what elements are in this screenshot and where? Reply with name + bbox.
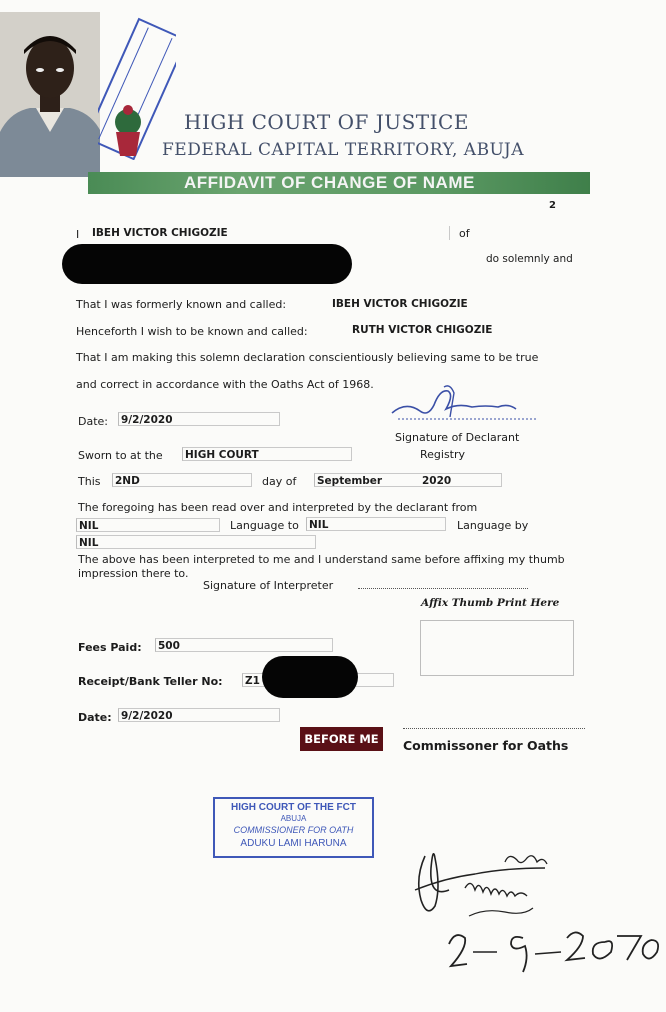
court-subtitle: FEDERAL CAPITAL TERRITORY, ABUJA	[162, 140, 525, 160]
thumb-print-label: Affix Thumb Print Here	[421, 597, 560, 609]
declaration-date-label: Date:	[78, 415, 108, 428]
declarant-name-field: IBEH VICTOR CHIGOZIE	[90, 226, 450, 240]
stamp-line-1: HIGH COURT OF THE FCT	[231, 802, 356, 813]
before-me-label: BEFORE ME	[300, 727, 383, 751]
sworn-day-field: 2ND	[112, 473, 252, 487]
fees-field: 500	[155, 638, 333, 652]
interpreted-line-2: impression there to.	[78, 567, 189, 580]
declarant-signature-image	[388, 383, 548, 425]
document-title: AFFIDAVIT OF CHANGE OF NAME	[184, 173, 475, 192]
fees-date-label: Date:	[78, 711, 112, 724]
day-of-label: day of	[262, 475, 297, 488]
henceforth-label: Henceforth I wish to be known and called:	[76, 325, 308, 338]
declaration-line-1: That I am making this solemn declaration conscientiously believing same to be true	[76, 351, 539, 364]
declaration-line-2: and correct in accordance with the Oaths Act of 1968.	[76, 378, 374, 391]
henceforth-value: RUTH VICTOR CHIGOZIE	[352, 324, 493, 336]
fees-date-field: 9/2/2020	[118, 708, 280, 722]
declarant-prefix: I	[76, 228, 80, 241]
handwritten-date	[445, 922, 665, 978]
thumb-print-box	[420, 620, 574, 676]
stamp-line-2: ABUJA	[280, 814, 307, 823]
fees-label: Fees Paid:	[78, 641, 142, 654]
sworn-label: Sworn to at the	[78, 449, 163, 462]
language-to-label: Language to	[230, 519, 299, 532]
stamp-line-4: ADUKU LAMI HARUNA	[240, 838, 347, 849]
commissioner-title: Commissoner for Oaths	[403, 738, 569, 753]
court-crest-stamp	[98, 10, 176, 160]
stamp-line-3: COMMISSIONER FOR OATH	[233, 825, 354, 835]
declarant-signature-label: Signature of Declarant	[395, 431, 520, 444]
language-from-field: NIL	[76, 518, 220, 532]
of-label: of	[459, 227, 470, 240]
solemnly-text: do solemnly and	[486, 253, 573, 265]
commissioner-stamp	[213, 797, 374, 858]
formerly-value: IBEH VICTOR CHIGOZIE	[332, 298, 468, 310]
language-by-field: NIL	[76, 535, 316, 549]
formerly-label: That I was formerly known and called:	[76, 298, 287, 311]
registry-label: Registry	[420, 448, 466, 461]
sworn-place-field: HIGH COURT	[182, 447, 352, 461]
sworn-year-field: 2020	[408, 473, 502, 487]
declaration-date-field: 9/2/2020	[118, 412, 280, 426]
sworn-month-field: September	[314, 473, 408, 487]
declarant-photo	[0, 12, 100, 177]
redacted-receipt	[262, 656, 358, 698]
interpreter-signature-line	[358, 588, 528, 589]
interpreter-signature-label: Signature of Interpreter	[203, 579, 334, 592]
this-label: This	[78, 475, 101, 488]
receipt-label: Receipt/Bank Teller No:	[78, 675, 223, 688]
language-to-field: NIL	[306, 517, 446, 531]
receipt-field: Z1	[242, 673, 394, 687]
foregoing-text: The foregoing has been read over and interpreted by the declarant from	[78, 501, 478, 514]
commissioner-signature-line	[403, 728, 585, 729]
court-title: HIGH COURT OF JUSTICE	[184, 110, 469, 134]
interpreted-line-1: The above has been interpreted to me and I understand same before affixing my thumb	[78, 553, 565, 566]
commissioner-handwritten-signature	[405, 838, 565, 928]
redacted-address	[62, 244, 352, 284]
page-number: 2	[549, 200, 556, 211]
language-by-label: Language by	[457, 519, 529, 532]
